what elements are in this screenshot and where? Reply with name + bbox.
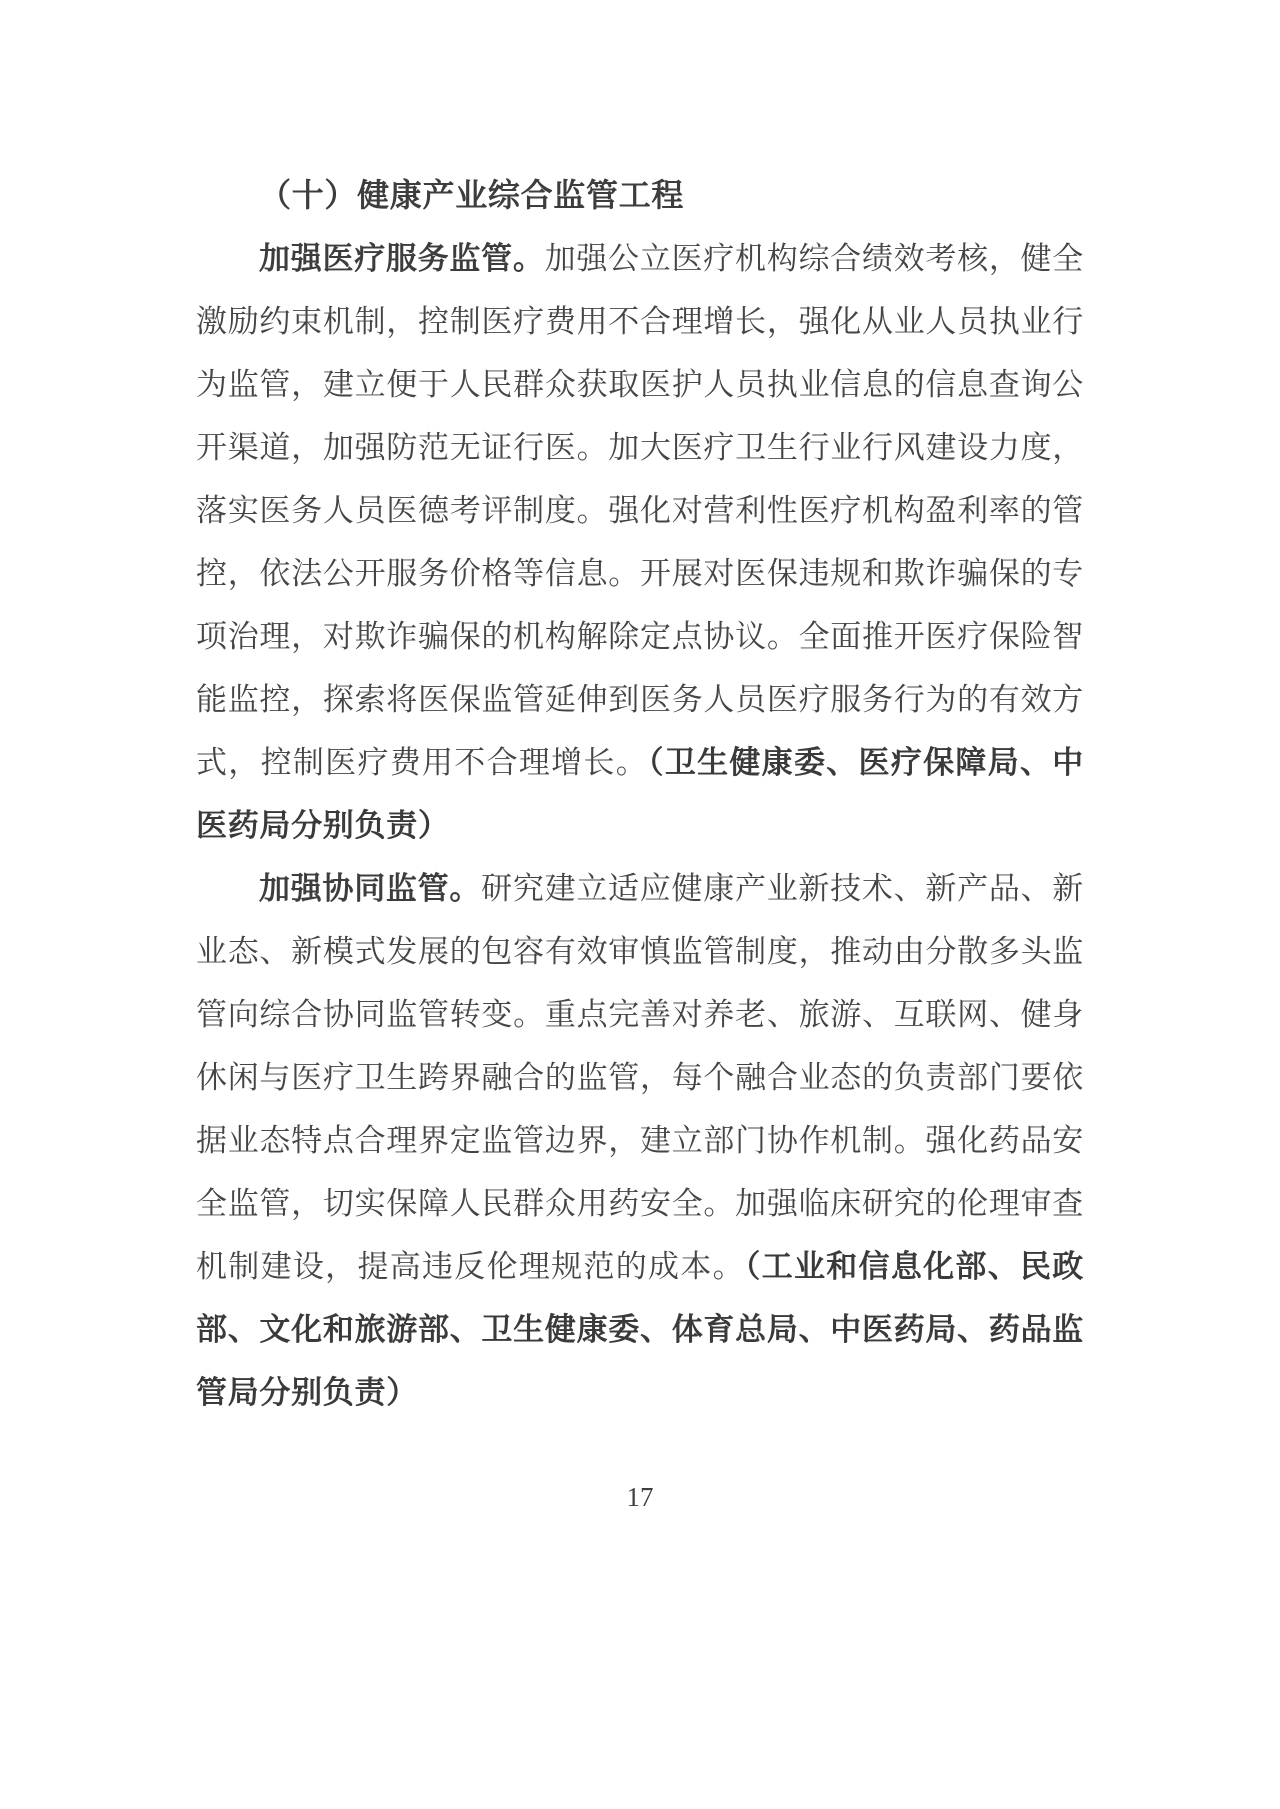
body-text: 能监控，探索将医保监管延伸到医务人员医疗服务行为的有效方 xyxy=(196,682,1084,717)
body-text: 项治理，对欺诈骗保的机构解除定点协议。全面推开医疗保险智 xyxy=(196,619,1084,654)
body-text: 研究建立适应健康产业新技术、新产品、新 xyxy=(481,871,1084,906)
section-heading-text: （十）健康产业综合监管工程 xyxy=(259,177,685,213)
text-line xyxy=(196,605,1084,668)
body-text: 管向综合协同监管转变。重点完善对养老、旅游、互联网、健身 xyxy=(196,997,1084,1032)
paragraph-medical-service-supervision xyxy=(196,227,1084,857)
responsible-agencies: 部、文化和旅游部、卫生健康委、体育总局、中医药局、药品监 xyxy=(196,1312,1084,1347)
text-line xyxy=(196,353,1084,416)
responsible-agencies: （卫生健康委、医疗保障局、中 xyxy=(648,745,1084,780)
text-line xyxy=(196,857,1084,920)
body-text: 控，依法公开服务价格等信息。开展对医保违规和欺诈骗保的专 xyxy=(196,556,1084,591)
responsible-agencies: （工业和信息化部、民政 xyxy=(744,1249,1084,1284)
page-number: 17 xyxy=(626,1482,654,1512)
lead-phrase: 加强医疗服务监管。 xyxy=(259,241,545,276)
body-text: 落实医务人员医德考评制度。强化对营利性医疗机构盈利率的管 xyxy=(196,493,1084,528)
text-line xyxy=(196,920,1084,983)
text-line xyxy=(196,794,1084,857)
text-line xyxy=(196,1361,1084,1424)
body-text: 业态、新模式发展的包容有效审慎监管制度，推动由分散多头监 xyxy=(196,934,1084,969)
document-body xyxy=(196,164,1084,1424)
responsible-agencies: 医药局分别负责） xyxy=(196,808,450,843)
body-text: 加强公立医疗机构综合绩效考核，健全 xyxy=(544,241,1084,276)
text-line xyxy=(196,290,1084,353)
section-heading xyxy=(196,164,1084,227)
text-line xyxy=(196,1298,1084,1361)
body-text: 激励约束机制，控制医疗费用不合理增长，强化从业人员执业行 xyxy=(196,304,1084,339)
text-line xyxy=(196,416,1084,479)
text-line xyxy=(196,983,1084,1046)
paragraph-collaborative-supervision xyxy=(196,857,1084,1424)
text-line xyxy=(196,1046,1084,1109)
body-text: 休闲与医疗卫生跨界融合的监管，每个融合业态的负责部门要依 xyxy=(196,1060,1084,1095)
body-text: 为监管，建立便于人民群众获取医护人员执业信息的信息查询公 xyxy=(196,367,1084,402)
text-line xyxy=(196,227,1084,290)
text-line xyxy=(196,1109,1084,1172)
responsible-agencies: 管局分别负责） xyxy=(196,1375,418,1410)
text-line xyxy=(196,1172,1084,1235)
body-text: 据业态特点合理界定监管边界，建立部门协作机制。强化药品安 xyxy=(196,1123,1084,1158)
body-text: 全监管，切实保障人民群众用药安全。加强临床研究的伦理审查 xyxy=(196,1186,1084,1221)
text-line xyxy=(196,479,1084,542)
text-line xyxy=(196,1235,1084,1298)
body-text: 式，控制医疗费用不合理增长。 xyxy=(196,745,649,780)
lead-phrase: 加强协同监管。 xyxy=(259,871,482,906)
body-text: 开渠道，加强防范无证行医。加大医疗卫生行业行风建设力度， xyxy=(196,430,1084,465)
text-line xyxy=(196,731,1084,794)
text-line xyxy=(196,668,1084,731)
body-text: 机制建设，提高违反伦理规范的成本。 xyxy=(196,1249,745,1284)
text-line xyxy=(196,542,1084,605)
